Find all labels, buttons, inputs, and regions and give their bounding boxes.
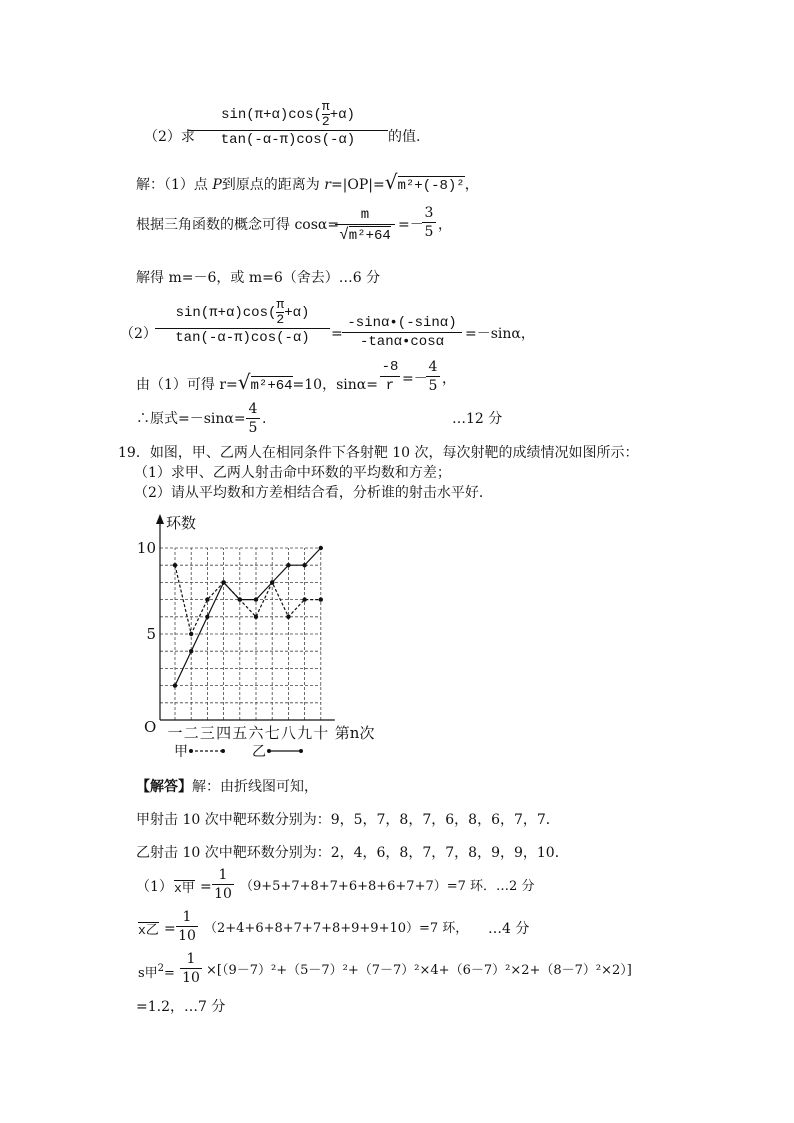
answer-tag: 【解答】: [136, 779, 192, 795]
question-denominator: tan(-α-π)cos(-α): [220, 132, 356, 149]
score-4: …4 分: [488, 921, 530, 937]
comma: ，: [438, 217, 452, 233]
data-point-甲: [205, 597, 209, 601]
y-axis-arrow: [156, 514, 164, 524]
one-tenth-1: 1 10: [212, 868, 234, 901]
x-tick-label: 九: [297, 724, 313, 742]
x-tick-label: 一: [167, 724, 183, 742]
data-point-乙: [302, 563, 306, 567]
mean-yi-symbol: x乙: [138, 923, 159, 938]
origin-label: O: [144, 718, 157, 736]
data-point-甲: [286, 615, 290, 619]
data-point-乙: [319, 546, 323, 550]
answer-intro: 【解答】解：由折线图可知，: [136, 779, 318, 795]
x-axis-label: 第n次: [334, 724, 375, 742]
result-fraction: 4 5: [246, 402, 260, 435]
question-fraction: sin(π+α)cos( $\frac{\pi}{2}$ +α) tan(-α-π)cos(-α): [188, 100, 388, 147]
sin-ratio-fraction: -sinα•(-sinα) -tanα•cosα: [342, 316, 462, 349]
score-line-chart: [130, 510, 390, 760]
x-tick-label: 五: [232, 724, 248, 742]
solution-line-1: 解：（1）点 P到原点的距离为 r=|OP|=√m²+(-8)²，: [136, 170, 479, 194]
x-tick-label: 十: [313, 724, 329, 742]
three-fifths: 3 5: [422, 206, 436, 239]
jia-scores: 甲射击 10 次中靶环数分别为：9，5，7，8，7，6，8，6，7，7．: [136, 812, 560, 828]
x-tick-label: 六: [248, 724, 264, 742]
legend-yi-label: 乙: [252, 744, 266, 760]
data-point-乙: [189, 649, 193, 653]
legend-yi-dot: [299, 749, 303, 753]
mean1-label: （1）: [136, 879, 173, 895]
q19-sub2: （2）请从平均数和方差相结合看，分析谁的射击水平好．: [134, 485, 493, 501]
y-tick-5: 5: [146, 625, 156, 643]
one-tenth-2: 1 10: [176, 910, 198, 943]
data-point-甲: [173, 563, 177, 567]
simplify-fraction: sin(π+α)cos( $\frac{\pi}{2}$ +α) tan(-α-π)cos(-α): [155, 298, 330, 345]
chart-grid: [160, 548, 321, 720]
data-point-乙: [173, 683, 177, 687]
mean1-expression: （9+5+7+8+7+6+8+6+7+7）=7 环．…2 分: [240, 879, 535, 894]
data-point-乙: [286, 563, 290, 567]
data-point-甲: [319, 597, 323, 601]
data-point-乙: [205, 615, 209, 619]
data-point-甲: [189, 632, 193, 636]
solution-line-2-prefix: 根据三角函数的概念可得 cosα=: [136, 217, 340, 233]
q19-title: 19．如图，甲、乙两人在相同条件下各射靶 10 次，每次射靶的成绩情况如图所示：: [118, 445, 639, 461]
mean1-equals: =: [200, 879, 212, 895]
x-tick-label: 三: [199, 724, 215, 742]
data-point-乙: [270, 580, 274, 584]
variance-symbol: s甲$^2$=: [138, 963, 175, 981]
pi-over-2: $\frac{\pi}{2}$: [321, 99, 330, 129]
legend-yi-dot: [267, 749, 271, 753]
sin-fraction: -8 r: [381, 359, 399, 394]
data-point-甲: [254, 615, 258, 619]
solution-line-5: 由（1）可得 r=√m²+64=10，sinα=: [136, 370, 378, 394]
score-12: …12 分: [452, 411, 503, 427]
yi-scores: 乙射击 10 次中靶环数分别为：2，4，6，8，7，7，8，9，9，10．: [136, 845, 569, 861]
four-fifths: 4 5: [426, 360, 440, 393]
x-tick-label: 二: [183, 724, 199, 742]
x-tick-label: 四: [216, 724, 232, 742]
equals: =: [331, 326, 343, 342]
solution-line-4-label: （2）: [120, 326, 157, 342]
question-suffix: 的值.: [388, 129, 421, 145]
cos-fraction: m √m²+64: [335, 208, 395, 243]
solution-line-3: 解得 m=－6，或 m=6（舍去）…6 分: [136, 270, 381, 286]
equals-minus-2: =－: [402, 371, 428, 387]
legend-jia-dot: [189, 749, 193, 753]
mean2-expression: （2+4+6+8+7+7+8+9+9+10）=7 环，: [204, 921, 469, 936]
y-axis-label: 环数: [166, 514, 197, 532]
question-label: （2）求: [144, 129, 195, 145]
mean-jia-symbol: x甲: [174, 881, 195, 896]
legend-jia-dot: [221, 749, 225, 753]
one-tenth-3: 1 10: [180, 952, 202, 985]
y-tick-10: 10: [136, 539, 156, 557]
x-tick-label: 八: [280, 724, 296, 742]
variance-expression: ×[（9－7）²+（5－7）²+（7－7）²×4+（6－7）²×2+（8－7）²×2）]: [206, 963, 632, 978]
data-point-乙: [238, 597, 242, 601]
legend-jia-label: 甲: [174, 744, 188, 760]
data-point-甲: [302, 597, 306, 601]
variance-result: =1.2，…7 分: [136, 999, 226, 1015]
equals-minus: =－: [398, 217, 424, 233]
data-point-乙: [221, 580, 225, 584]
minus-sin: =－sinα，: [465, 326, 535, 342]
mean2-equals: =: [164, 921, 176, 937]
solution-line-6: ∴原式=－sinα=: [136, 411, 246, 427]
q19-sub1: （1）求甲、乙两人射击命中环数的平均数和方差；: [134, 465, 451, 481]
question-numerator: sin(π+α)cos(: [221, 106, 322, 123]
comma-2: ，: [442, 371, 456, 387]
x-tick-label: 七: [264, 724, 280, 742]
period: .: [262, 411, 267, 427]
data-point-乙: [254, 597, 258, 601]
